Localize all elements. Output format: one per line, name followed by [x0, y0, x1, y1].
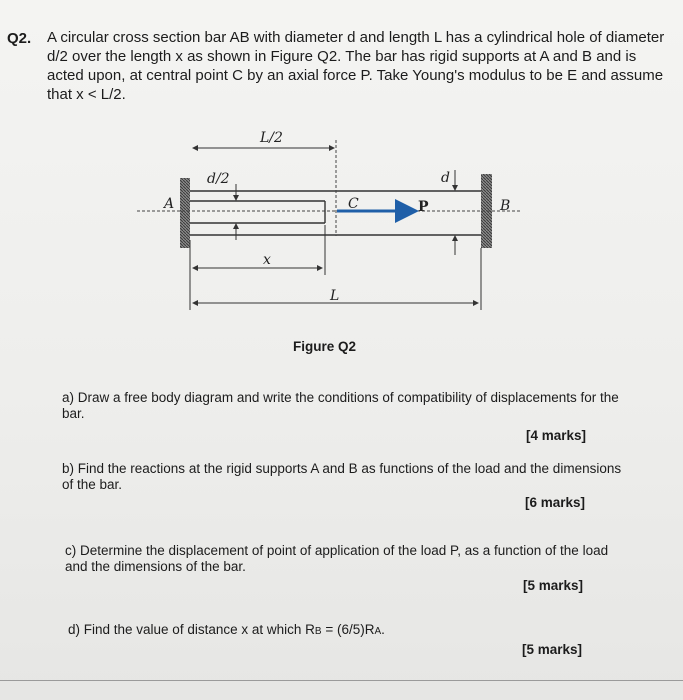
part-d-text-mid: = (6/5)R	[321, 622, 375, 637]
bottom-divider	[0, 680, 683, 681]
question-number: Q2.	[7, 30, 32, 47]
part-d-text	[68, 622, 385, 640]
part-a-text: a) Draw a free body diagram and write the conditions of compatibility of displacements for the bar.	[62, 390, 619, 421]
label-bar-diameter: d	[441, 170, 450, 186]
label-support-b: B	[500, 198, 511, 214]
label-support-a: A	[164, 196, 175, 212]
part-b-marks: [6 marks]	[525, 495, 586, 510]
part-c-text: c) Determine the displacement of point of application of the load P, as a function of the load and the dimensions of the bar.	[65, 543, 609, 574]
label-total-length: L	[330, 288, 340, 304]
part-a-marks: [4 marks]	[526, 428, 587, 443]
support-a-wall	[180, 178, 190, 248]
figure-caption: Figure Q2	[293, 339, 357, 354]
part-d-sub-b: B	[314, 626, 322, 637]
part-c-marks: [5 marks]	[523, 578, 584, 593]
label-hole-length: x	[263, 252, 271, 268]
part-d-marks: [5 marks]	[522, 642, 583, 657]
part-d-text-end: .	[381, 622, 385, 637]
part-d-sub-a: A	[374, 626, 382, 637]
label-half-length: L/2	[260, 130, 283, 146]
label-point-c: C	[348, 196, 359, 212]
label-force-p: P	[418, 199, 429, 215]
part-b-text: b) Find the reactions at the rigid supports A and B as functions of the load and the dimensions of the bar.	[62, 461, 622, 492]
label-hole-diameter: d/2	[207, 171, 230, 187]
question-text: A circular cross section bar AB with diameter d and length L has a cylindrical hole of diameter d/2 over the length x as shown in Figure Q2. The bar has rigid supports at A and B and is acted upon, at central point C by an axial force P. Take Young's modulus to be E and assume that x < L/2.	[47, 29, 665, 103]
part-d-text-before: d) Find the value of distance x at which R	[68, 622, 315, 637]
